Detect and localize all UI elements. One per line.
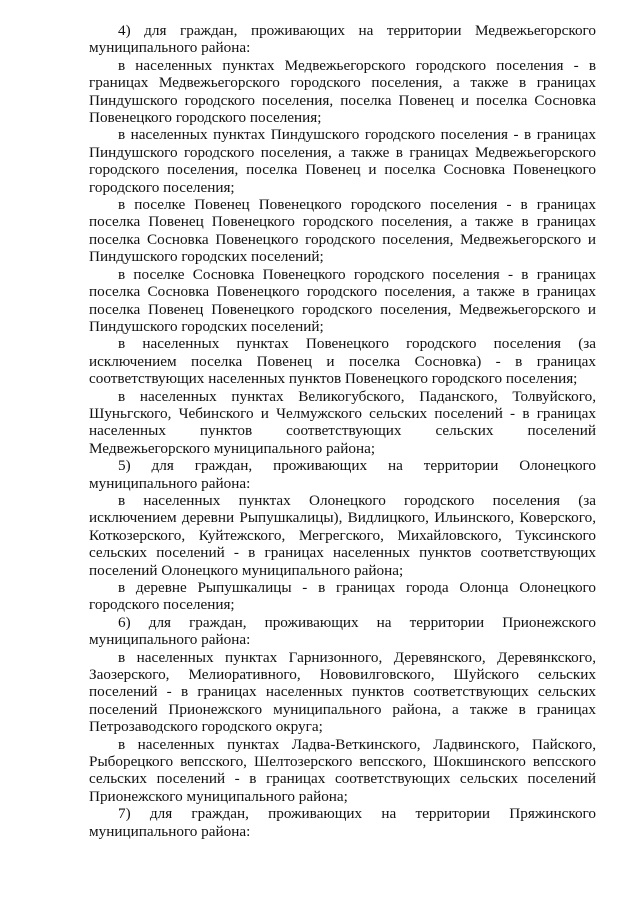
paragraph-pindushi-urban: в населенных пунктах Пиндушского городского поселения - в границах Пиндушского городского поселения, а также в границах Медвежьегорского городского поселения, поселка Повенец и поселка Сосновка Повенецкого городского поселения; (89, 126, 596, 196)
paragraph-item-4-heading: 4) для граждан, проживающих на территории Медвежьегорского муниципального района: (89, 22, 596, 57)
paragraph-povenets-village: в поселке Повенец Повенецкого городского поселения - в границах поселка Повенец Повенецкого городского поселения, а также в границах поселка Сосновка Повенецкого городского поселения, Медвежьегорского и Пиндушского городских поселений; (89, 196, 596, 266)
paragraph-olonets-settlements: в населенных пунктах Олонецкого городского поселения (за исключением деревни Рыпушкалицы), Видлицкого, Ильинского, Коверского, Коткозерского, Куйтежского, Мегрегского, Михайловского, Туксинского сельских поселений - в границах населенных пунктов соответствующих поселений Олонецкого муниципального района; (89, 491, 596, 579)
paragraph-prionezhsky-group-2: в населенных пунктах Ладва-Веткинского, Ладвинского, Пайского, Рыборецкого вепсского, Шелтозерского вепсского, Шокшинского вепсского сельских поселений - в границах соответствующих сельских поселений Прионежского муниципального района; (89, 735, 596, 805)
paragraph-rypushkalitsy: в деревне Рыпушкалицы - в границах города Олонца Олонецкого городского поселения; (89, 579, 596, 614)
paragraph-medvezhyegorsk-rural: в населенных пунктах Великогубского, Паданского, Толвуйского, Шуньгского, Чебинского и Челмужского сельских поселений - в границах населенных пунктов соответствующих сельских поселений Медвежьегорского муниципального района; (89, 387, 596, 457)
paragraph-medvezhyegorsk-urban: в населенных пунктах Медвежьегорского городского поселения - в границах Медвежьегорского городского поселения, а также в границах Пиндушского городского поселения, поселка Повенец и поселка Сосновка Повенецкого городского поселения; (89, 56, 596, 127)
paragraph-sosnovka-village: в поселке Сосновка Повенецкого городского поселения - в границах поселка Сосновка Повенецкого городского поселения, а также в границах поселка Повенец Повенецкого городского поселения, Медвежьегорского и Пиндушского городских поселений; (89, 265, 596, 335)
paragraph-item-5-heading: 5) для граждан, проживающих на территории Олонецкого муниципального района: (89, 457, 596, 492)
paragraph-item-6-heading: 6) для граждан, проживающих на территории Прионежского муниципального района: (89, 613, 596, 649)
document-page (89, 22, 596, 840)
paragraph-prionezhsky-group-1: в населенных пунктах Гарнизонного, Деревянского, Деревянкского, Заозерского, Мелиоративного, Нововилговского, Шуйского сельских поселений - в границах населенных пунктов соответствующих сельских поселений Прионежского муниципального района, а также в границах Петрозаводского городского округа; (89, 648, 596, 736)
paragraph-povenets-urban-other: в населенных пунктах Повенецкого городского поселения (за исключением поселка Повенец и поселка Сосновка) - в границах соответствующих населенных пунктов Повенецкого городского поселения; (89, 335, 596, 388)
paragraph-item-7-heading: 7) для граждан, проживающих на территории Пряжинского муниципального района: (89, 805, 596, 840)
